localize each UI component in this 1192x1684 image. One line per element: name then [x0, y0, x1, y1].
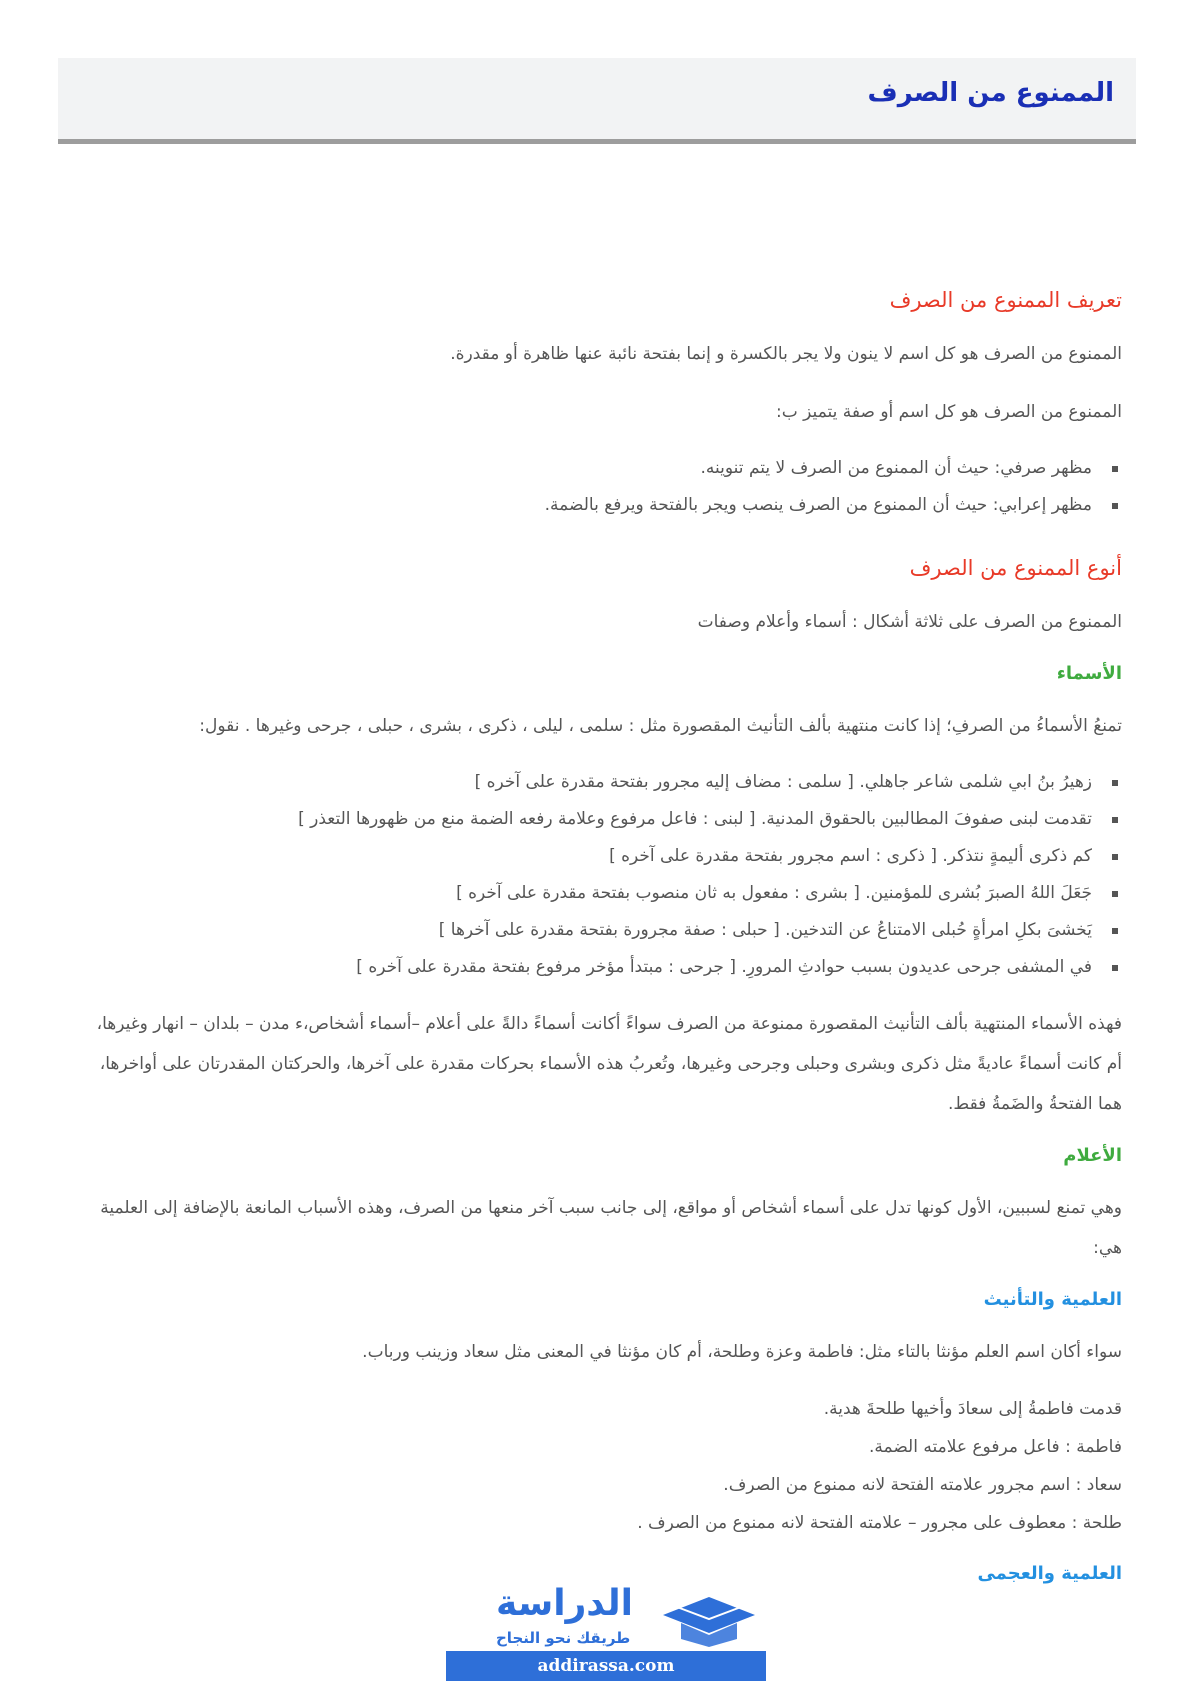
list-item: في المشفى جرحى عديدون بسبب حوادثِ المرورِ. [ جرحى : مبتدأ مؤخر مرفوع بفتحة مقدرة على آخره ] — [76, 949, 1092, 986]
heading-types: أنوع الممنوع من الصرف — [909, 556, 1122, 580]
list-item: مظهر إعرابي: حيث أن الممنوع من الصرف ينصب ويجر بالفتحة ويرفع بالضمة. — [76, 487, 1092, 524]
logo-url: addirassa.com — [446, 1651, 766, 1681]
graduation-cap-icon — [661, 1595, 757, 1647]
names-paragraph-1: تمنعُ الأسماءُ من الصرفِ؛ إذا كانت منتهية بألف التأنيث المقصورة مثل : سلمى ، ليلى ، ذكرى ، بشرى ، حبلى ، جرحى وغيرها . نقول: — [199, 716, 1122, 736]
logo-name: الدراسة — [496, 1583, 633, 1624]
feminine-example — [76, 1390, 1122, 1542]
types-paragraph: الممنوع من الصرف على ثلاثة أشكال : أسماء وأعلام وصفات — [697, 612, 1122, 632]
list-item: يَخشىَ بكلِ امرأةٍ حُبلى الامتناعُ عن التدخين. [ حبلى : صفة مجرورة بفتحة مقدرة على آخرها ] — [76, 912, 1092, 949]
list-item: جَعَلَ اللهُ الصبرَ بُشرى للمؤمنين. [ بشرى : مفعول به ثان منصوب بفتحة مقدرة على آخره ] — [76, 875, 1092, 912]
definition-list — [76, 450, 1122, 524]
example-line: فاطمة : فاعل مرفوع علامته الضمة. — [868, 1437, 1122, 1457]
definition-paragraph-2: الممنوع من الصرف هو كل اسم أو صفة يتميز ب: — [776, 402, 1122, 422]
list-item: مظهر صرفي: حيث أن الممنوع من الصرف لا يتم تنوينه. — [76, 450, 1092, 487]
heading-proper-nouns: الأعلام — [1063, 1145, 1122, 1166]
heading-definition: تعريف الممنوع من الصرف — [889, 288, 1122, 312]
heading-names: الأسماء — [1056, 663, 1122, 684]
list-item: زهيرُ بنُ ابي شلمى شاعر جاهلي. [ سلمى : مضاف إليه مجرور بفتحة مقدرة على آخره ] — [76, 764, 1092, 801]
page-title: الممنوع من الصرف — [867, 78, 1114, 108]
site-logo — [446, 1583, 766, 1683]
heading-feminine: العلمية والتأنيث — [983, 1289, 1122, 1310]
list-item: تقدمت لبنى صفوفَ المطالبين بالحقوق المدنية. [ لبنى : فاعل مرفوع وعلامة رفعه الضمة منع من ظهورها التعذر ] — [76, 801, 1092, 838]
heading-foreign: العلمية والعجمى — [977, 1563, 1122, 1584]
logo-tagline: طريقك نحو النجاح — [496, 1629, 631, 1647]
example-line: طلحة : معطوف على مجرور – علامته الفتحة لانه ممنوع من الصرف . — [637, 1513, 1122, 1533]
example-line: سعاد : اسم مجرور علامته الفتحة لانه ممنوع من الصرف. — [723, 1475, 1122, 1495]
definition-paragraph-1: الممنوع من الصرف هو كل اسم لا ينون ولا يجر بالكسرة و إنما بفتحة نائبة عنها ظاهرة أو مقدرة. — [450, 344, 1122, 364]
article-content — [76, 284, 1122, 1588]
page-header — [58, 58, 1136, 144]
proper-paragraph: وهي تمنع لسببين، الأول كونها تدل على أسماء أشخاص أو مواقع، إلى جانب سبب آخر منعها من الصرف، وهذه الأسباب المانعة بالإضافة إلى العلمية هي: — [100, 1198, 1122, 1258]
feminine-paragraph: سواء أكان اسم العلم مؤنثا بالتاء مثل: فاطمة وعزة وطلحة، أم كان مؤنثا في المعنى مثل سعاد وزينب ورباب. — [362, 1342, 1122, 1362]
list-item: كم ذكرى أليمةٍ نتذكر. [ ذكرى : اسم مجرور بفتحة مقدرة على آخره ] — [76, 838, 1092, 875]
names-examples-list — [76, 764, 1122, 986]
example-line: قدمت فاطمةُ إلى سعادَ وأخيها طلحةَ هدية. — [823, 1399, 1122, 1419]
names-paragraph-2: فهذه الأسماء المنتهية بألف التأنيث المقصورة ممنوعة من الصرف سواءً أكانت أسماءً دالةً على أعلام –أسماء أشخاص،ء مدن – بلدان – انهار وغيرها، أم كانت أسماءً عاديةً مثل ذكرى وبشرى وحبلى وجرحى وغيرها، وتُعربُ هذه الأسماء بحركات مقدرة على آخرها، والحركتان المقدرتان على أواخرها، هما الفتحةُ والضَمةُ فقط. — [96, 1014, 1122, 1114]
